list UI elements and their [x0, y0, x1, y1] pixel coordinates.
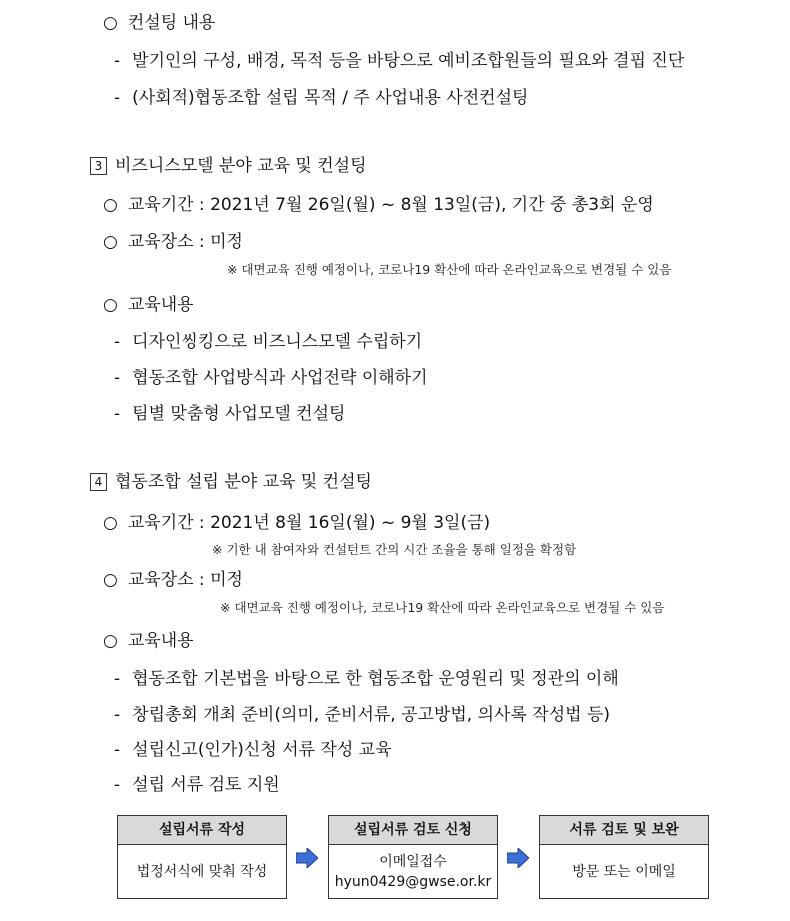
consult-dash-2: - (사회적)협동조합 설립 목적 / 주 사업내용 사전컨설팅	[114, 88, 529, 108]
flow-step-1-body: 법정서식에 맞춰 작성	[136, 864, 268, 880]
section-number-box: 4	[90, 473, 107, 491]
section-4-title: 4 협동조합 설립 분야 교육 및 컨설팅	[90, 471, 372, 493]
sec3-place-note: ※ 대면교육 진행 예정이나, 코로나19 확산에 따라 온라인교육으로 변경될 수 있음	[227, 262, 672, 277]
circle-bullet-icon: ○	[103, 513, 118, 533]
circle-bullet-icon: ○	[103, 631, 118, 651]
sec3-dash-1: - 디자인씽킹으로 비즈니스모델 수립하기	[114, 332, 423, 352]
sec3-dash-2: - 협동조합 사업방식과 사업전략 이해하기	[114, 368, 428, 388]
flow-step-1	[117, 815, 287, 899]
consult-dash-1: - 발기인의 구성, 배경, 목적 등을 바탕으로 예비조합원들의 필요와 결핍 진단	[114, 51, 685, 71]
circle-bullet-icon: ○	[103, 13, 118, 33]
flow-step-2-title: 설립서류 검토 신청	[329, 816, 497, 845]
sec4-period-note: ※ 기한 내 참여자와 컨설턴트 간의 시간 조율을 통해 일정을 확정함	[212, 542, 577, 557]
sec4-dash-4: - 설립 서류 검토 지원	[114, 775, 280, 795]
sec4-place: ○ 교육장소 : 미정	[103, 570, 243, 590]
sec4-period: ○ 교육기간 : 2021년 8월 16일(월) ~ 9월 3일(금)	[103, 513, 491, 533]
right-arrow-icon	[507, 848, 529, 868]
sec4-place-note: ※ 대면교육 진행 예정이나, 코로나19 확산에 따라 온라인교육으로 변경될 수 있음	[220, 600, 665, 615]
flow-step-2-body-line1: 이메일접수	[379, 854, 447, 870]
consult-content-item: ○ 컨설팅 내용	[103, 13, 216, 33]
flow-step-1-title: 설립서류 작성	[118, 816, 286, 845]
flow-step-3	[539, 815, 709, 899]
flow-step-3-body: 방문 또는 이메일	[572, 864, 676, 880]
sec3-dash-3: - 팀별 맞춤형 사업모델 컨설팅	[114, 404, 346, 424]
circle-bullet-icon: ○	[103, 295, 118, 315]
flow-step-3-title: 서류 검토 및 보완	[540, 816, 708, 845]
section-number-box: 3	[90, 157, 107, 175]
flow-step-2-email: hyun0429@gwse.or.kr	[334, 874, 492, 890]
sec4-content: ○ 교육내용	[103, 631, 194, 651]
circle-bullet-icon: ○	[103, 195, 118, 215]
sec4-dash-3: - 설립신고(인가)신청 서류 작성 교육	[114, 740, 392, 760]
sec4-dash-1: - 협동조합 기본법을 바탕으로 한 협동조합 운영원리 및 정관의 이해	[114, 669, 619, 689]
sec3-period: ○ 교육기간 : 2021년 7월 26일(월) ~ 8월 13일(금), 기간 중 총3회 운영	[103, 195, 654, 215]
sec4-dash-2: - 창립총회 개최 준비(의미, 준비서류, 공고방법, 의사록 작성법 등)	[114, 705, 610, 725]
flow-step-2	[328, 815, 498, 899]
sec3-content: ○ 교육내용	[103, 295, 194, 315]
section-3-title: 3 비즈니스모델 분야 교육 및 컨설팅	[90, 155, 367, 177]
circle-bullet-icon: ○	[103, 570, 118, 590]
sec3-place: ○ 교육장소 : 미정	[103, 232, 243, 252]
circle-bullet-icon: ○	[103, 232, 118, 252]
right-arrow-icon	[296, 848, 318, 868]
